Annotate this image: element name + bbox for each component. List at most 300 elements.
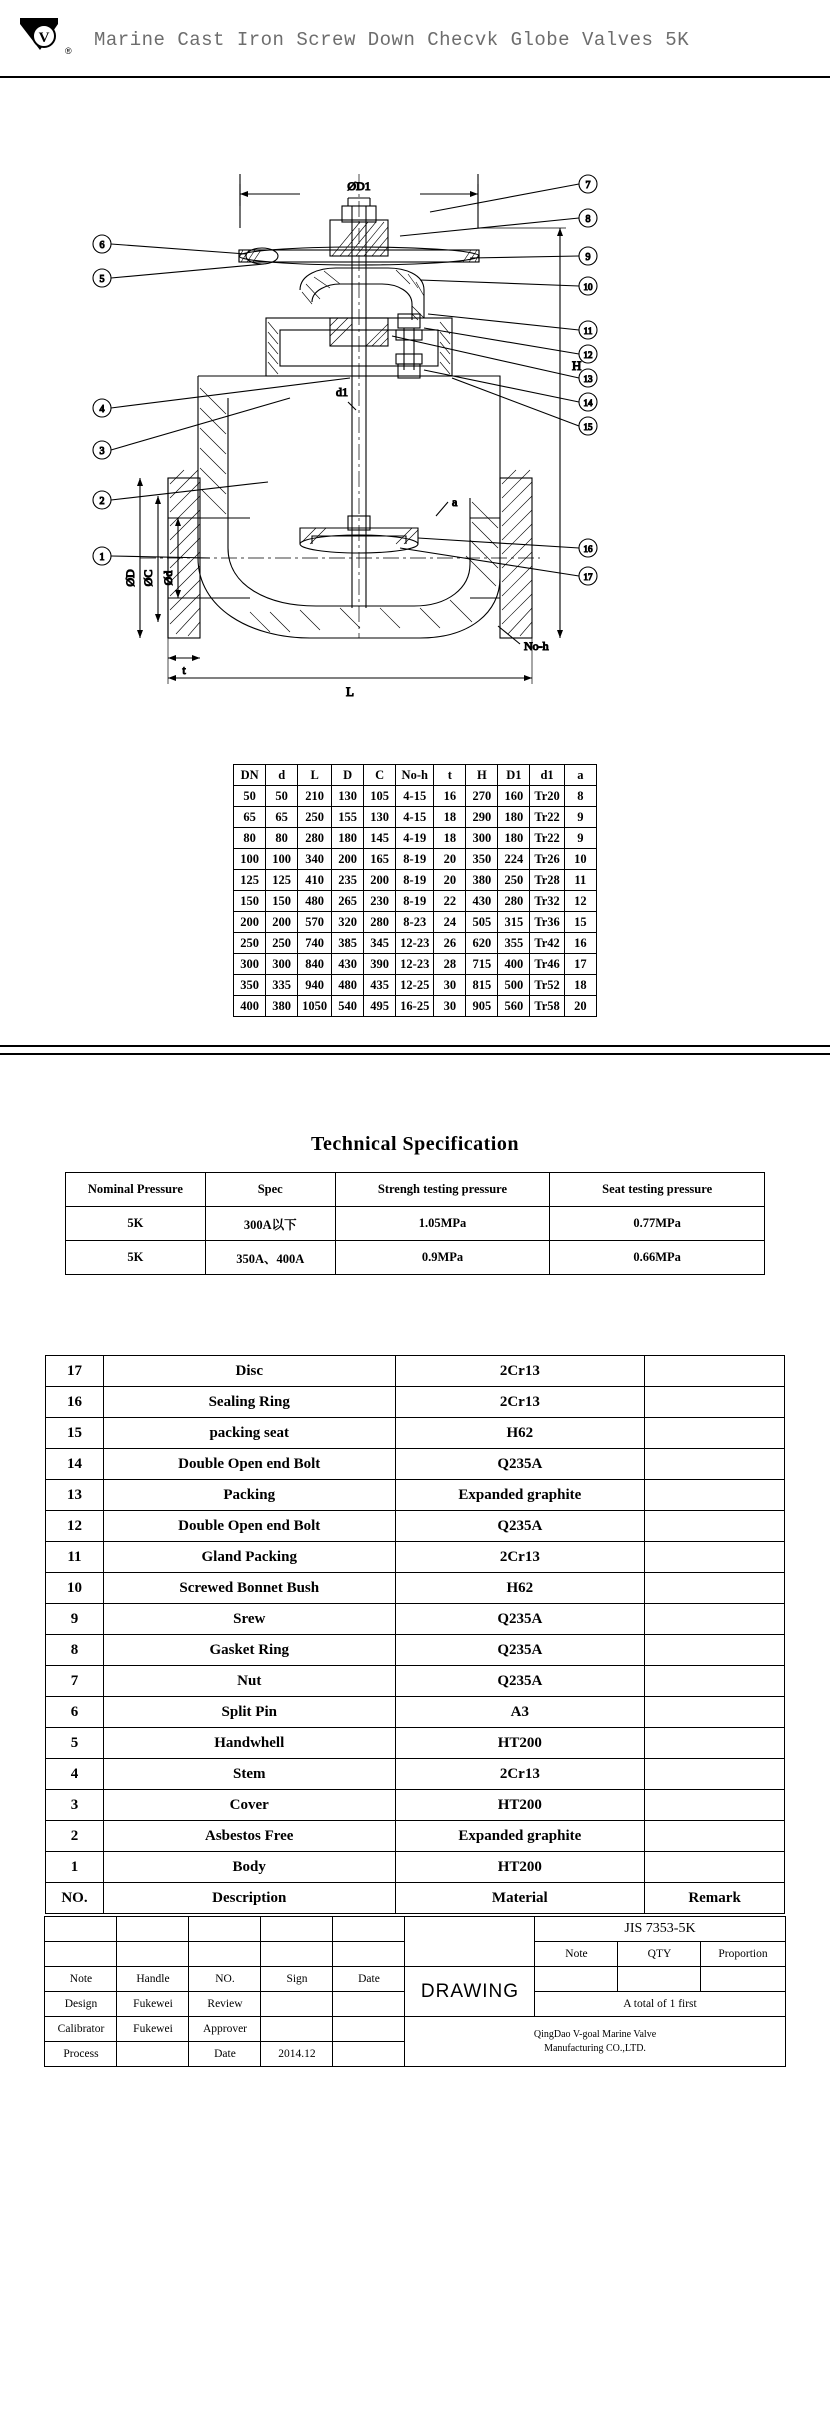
dim-cell: 250 <box>498 870 530 891</box>
tb-label-approver: Approver <box>189 2017 261 2042</box>
dim-cell: 345 <box>364 933 396 954</box>
bom-remark <box>645 1852 785 1883</box>
tb-blank-cell <box>405 1917 535 1967</box>
dim-cell: Tr22 <box>530 807 564 828</box>
dim-cell: 715 <box>466 954 498 975</box>
page-title: Marine Cast Iron Screw Down Checvk Globe Valves 5K <box>94 29 690 51</box>
dim-cell: 940 <box>298 975 332 996</box>
title-block-container <box>0 1916 830 2067</box>
svg-text:8: 8 <box>585 214 591 225</box>
table-row <box>46 1697 785 1728</box>
svg-text:17: 17 <box>583 572 593 582</box>
dim-cell: 150 <box>234 891 266 912</box>
tb-right-blank <box>618 1967 701 1992</box>
bom-description: Packing <box>103 1480 395 1511</box>
dim-cell: 300 <box>234 954 266 975</box>
bom-remark <box>645 1666 785 1697</box>
tb-right-blank <box>535 1967 618 1992</box>
dim-cell: 570 <box>298 912 332 933</box>
dim-cell: 24 <box>434 912 466 933</box>
tb-col-no: NO. <box>189 1967 261 1992</box>
dim-cell: 250 <box>298 807 332 828</box>
svg-text:12: 12 <box>583 350 593 360</box>
title-block-row-headers <box>45 1967 785 1992</box>
bom-description: Double Open end Bolt <box>103 1511 395 1542</box>
bom-remark <box>645 1604 785 1635</box>
dim-cell: Tr28 <box>530 870 564 891</box>
table-row <box>46 1666 785 1697</box>
svg-text:No-h: No-h <box>524 639 549 653</box>
dim-cell: 65 <box>234 807 266 828</box>
dim-cell: 125 <box>234 870 266 891</box>
tb-col-sign: Sign <box>261 1967 333 1992</box>
tb-col-handle: Handle <box>117 1967 189 1992</box>
bom-table <box>45 1355 785 1914</box>
dim-cell: 905 <box>466 996 498 1017</box>
table-row <box>234 996 597 1017</box>
dim-cell: 350 <box>234 975 266 996</box>
tb-value-date: 2014.12 <box>261 2042 333 2067</box>
dim-cell: Tr32 <box>530 891 564 912</box>
svg-text:ØD: ØD <box>123 569 137 587</box>
tb-blank-cell <box>45 1917 117 1942</box>
table-row <box>46 1356 785 1387</box>
dim-col-c: C <box>364 765 396 786</box>
dim-cell: 620 <box>466 933 498 954</box>
bom-material: 2Cr13 <box>395 1387 645 1418</box>
dim-col-t: t <box>434 765 466 786</box>
tech-cell: 300A以下 <box>205 1207 335 1241</box>
bom-footer-remark: Remark <box>645 1883 785 1914</box>
table-row <box>234 933 597 954</box>
dim-cell: 390 <box>364 954 396 975</box>
bom-material: H62 <box>395 1573 645 1604</box>
dim-cell: 180 <box>498 807 530 828</box>
tb-value-review <box>261 1992 333 2017</box>
dim-cell: 18 <box>434 807 466 828</box>
bom-remark <box>645 1728 785 1759</box>
svg-text:V: V <box>38 30 50 46</box>
dim-col-a: a <box>564 765 596 786</box>
table-row <box>234 954 597 975</box>
bom-no: 1 <box>46 1852 104 1883</box>
company-logo <box>18 16 80 64</box>
dim-cell: 200 <box>332 849 364 870</box>
table-row <box>234 912 597 933</box>
bom-material: A3 <box>395 1697 645 1728</box>
dim-cell: 12-23 <box>396 954 434 975</box>
bom-description: Gasket Ring <box>103 1635 395 1666</box>
tech-cell: 350A、400A <box>205 1241 335 1275</box>
dim-cell: 250 <box>266 933 298 954</box>
tech-col-seat-pressure: Seat testing pressure <box>550 1173 765 1207</box>
technical-spec-title: Technical Specification <box>311 1133 519 1155</box>
bom-no: 2 <box>46 1821 104 1852</box>
dim-cell: 12 <box>564 891 596 912</box>
bom-remark <box>645 1542 785 1573</box>
dim-cell: 740 <box>298 933 332 954</box>
dim-cell: Tr46 <box>530 954 564 975</box>
bom-description: Handwhell <box>103 1728 395 1759</box>
dim-cell: 8-19 <box>396 849 434 870</box>
tb-value-design-name: Fukewei <box>117 1992 189 2017</box>
dim-cell: 30 <box>434 996 466 1017</box>
dim-col-h: H <box>466 765 498 786</box>
bom-no: 11 <box>46 1542 104 1573</box>
table-row <box>234 849 597 870</box>
table-row <box>66 1207 765 1241</box>
company-line-1: QingDao V-goal Marine Valve <box>533 2028 657 2040</box>
title-block-body <box>45 1917 785 2067</box>
dim-cell: 430 <box>466 891 498 912</box>
table-row <box>46 1418 785 1449</box>
valve-technical-drawing <box>0 78 830 758</box>
bom-no: 10 <box>46 1573 104 1604</box>
bom-material: 2Cr13 <box>395 1759 645 1790</box>
dim-cell: 540 <box>332 996 364 1017</box>
bom-no: 15 <box>46 1418 104 1449</box>
tb-blank-cell <box>333 1992 405 2017</box>
bom-remark <box>645 1418 785 1449</box>
dim-col-noh: No-h <box>396 765 434 786</box>
svg-text:14: 14 <box>583 398 593 408</box>
dim-cell: 200 <box>266 912 298 933</box>
bom-remark <box>645 1573 785 1604</box>
dim-cell: 300 <box>266 954 298 975</box>
bom-no: 5 <box>46 1728 104 1759</box>
dim-cell: 155 <box>332 807 364 828</box>
tb-blank-cell <box>261 1917 333 1942</box>
bom-description: Asbestos Free <box>103 1821 395 1852</box>
bom-description: Disc <box>103 1356 395 1387</box>
bom-material: Q235A <box>395 1666 645 1697</box>
dim-cell: 840 <box>298 954 332 975</box>
dim-col-dcap: D <box>332 765 364 786</box>
bom-footer-material: Material <box>395 1883 645 1914</box>
bom-no: 4 <box>46 1759 104 1790</box>
dim-cell: 200 <box>234 912 266 933</box>
table-row <box>46 1759 785 1790</box>
bom-material: Expanded graphite <box>395 1480 645 1511</box>
bom-material: HT200 <box>395 1728 645 1759</box>
tech-col-spec: Spec <box>205 1173 335 1207</box>
tb-value-process-name <box>117 2042 189 2067</box>
dim-cell: 400 <box>498 954 530 975</box>
bom-remark <box>645 1790 785 1821</box>
valve-drawing-svg <box>0 78 830 758</box>
table-row <box>46 1852 785 1883</box>
dim-cell: 9 <box>564 807 596 828</box>
dim-cell: 145 <box>364 828 396 849</box>
bom-footer-no: NO. <box>46 1883 104 1914</box>
bom-material: HT200 <box>395 1790 645 1821</box>
dim-cell: 9 <box>564 828 596 849</box>
table-row <box>46 1821 785 1852</box>
svg-text:a: a <box>452 495 458 509</box>
bom-no: 16 <box>46 1387 104 1418</box>
dim-cell: 16 <box>434 786 466 807</box>
title-block-table <box>44 1916 785 2067</box>
dim-cell: 10 <box>564 849 596 870</box>
dimension-table-body <box>234 786 597 1017</box>
bom-no: 14 <box>46 1449 104 1480</box>
bom-no: 3 <box>46 1790 104 1821</box>
dim-cell: 480 <box>298 891 332 912</box>
bom-description: Double Open end Bolt <box>103 1449 395 1480</box>
bom-remark <box>645 1449 785 1480</box>
dim-cell: 235 <box>332 870 364 891</box>
dim-cell: 12-25 <box>396 975 434 996</box>
bom-material: 2Cr13 <box>395 1356 645 1387</box>
dim-cell: Tr58 <box>530 996 564 1017</box>
drawing-word: DRAWING <box>405 1967 535 2017</box>
dim-cell: 20 <box>434 849 466 870</box>
dim-cell: 505 <box>466 912 498 933</box>
section-divider-top <box>0 1045 830 1047</box>
dim-cell: 495 <box>364 996 396 1017</box>
svg-text:d1: d1 <box>336 385 348 399</box>
bom-footer-row <box>46 1883 785 1914</box>
dim-cell: 180 <box>332 828 364 849</box>
dim-cell: 280 <box>364 912 396 933</box>
dim-cell: 560 <box>498 996 530 1017</box>
dim-cell: 30 <box>434 975 466 996</box>
dim-cell: 15 <box>564 912 596 933</box>
dim-cell: 280 <box>498 891 530 912</box>
tech-cell: 0.66MPa <box>550 1241 765 1275</box>
bom-description: Sealing Ring <box>103 1387 395 1418</box>
dim-cell: 26 <box>434 933 466 954</box>
dim-cell: 65 <box>266 807 298 828</box>
table-row <box>46 1387 785 1418</box>
bom-description: Gland Packing <box>103 1542 395 1573</box>
svg-text:3: 3 <box>99 446 105 457</box>
table-row <box>46 1728 785 1759</box>
tb-value-calibrator-name: Fukewei <box>117 2017 189 2042</box>
dim-cell: 22 <box>434 891 466 912</box>
bom-no: 6 <box>46 1697 104 1728</box>
svg-text:15: 15 <box>583 422 593 432</box>
title-block-row-calibrator <box>45 2017 785 2042</box>
tech-header-row <box>66 1173 765 1207</box>
dim-cell: 100 <box>234 849 266 870</box>
bom-description: Body <box>103 1852 395 1883</box>
dim-cell: 8-23 <box>396 912 434 933</box>
dim-cell: 12-23 <box>396 933 434 954</box>
svg-text:ØD1: ØD1 <box>347 179 371 193</box>
dim-cell: 280 <box>298 828 332 849</box>
svg-text:10: 10 <box>583 282 593 292</box>
table-row <box>234 786 597 807</box>
bom-body <box>46 1356 785 1914</box>
dim-cell: 80 <box>234 828 266 849</box>
dim-cell: 224 <box>498 849 530 870</box>
bom-no: 7 <box>46 1666 104 1697</box>
svg-text:7: 7 <box>585 180 591 191</box>
dim-cell: 355 <box>498 933 530 954</box>
dim-cell: 380 <box>466 870 498 891</box>
table-row <box>46 1635 785 1666</box>
tb-label-process: Process <box>45 2042 117 2067</box>
table-row <box>234 807 597 828</box>
bom-material: H62 <box>395 1418 645 1449</box>
svg-text:Ød: Ød <box>161 570 175 586</box>
svg-text:13: 13 <box>583 374 593 384</box>
dim-cell: 265 <box>332 891 364 912</box>
dim-cell: 300 <box>466 828 498 849</box>
dim-col-l: L <box>298 765 332 786</box>
dim-cell: 165 <box>364 849 396 870</box>
technical-spec-table <box>65 1172 765 1275</box>
dim-cell: 18 <box>434 828 466 849</box>
table-row <box>234 870 597 891</box>
dim-cell: 180 <box>498 828 530 849</box>
table-row <box>234 975 597 996</box>
svg-text:4: 4 <box>99 404 105 415</box>
dim-cell: 815 <box>466 975 498 996</box>
title-block-row-standard <box>45 1917 785 1942</box>
table-row <box>46 1790 785 1821</box>
tb-right-header-note: Note <box>535 1942 618 1967</box>
dim-cell: Tr42 <box>530 933 564 954</box>
tb-col-note: Note <box>45 1967 117 1992</box>
tb-blank-cell <box>333 1917 405 1942</box>
dim-cell: 80 <box>266 828 298 849</box>
tech-col-strength-pressure: Strengh testing pressure <box>335 1173 550 1207</box>
dim-cell: 125 <box>266 870 298 891</box>
bom-no: 8 <box>46 1635 104 1666</box>
dim-cell: 290 <box>466 807 498 828</box>
tech-cell: 5K <box>66 1241 206 1275</box>
dim-cell: Tr26 <box>530 849 564 870</box>
tb-value-approver <box>261 2017 333 2042</box>
svg-text:16: 16 <box>583 544 593 554</box>
svg-text:ØC: ØC <box>141 569 155 587</box>
dim-col-d: d <box>266 765 298 786</box>
dim-cell: 430 <box>332 954 364 975</box>
svg-text:t: t <box>182 663 186 677</box>
tb-blank-cell <box>261 1942 333 1967</box>
tb-label-design: Design <box>45 1992 117 2017</box>
bom-material: Q235A <box>395 1449 645 1480</box>
bom-remark <box>645 1356 785 1387</box>
dim-cell: 8-19 <box>396 891 434 912</box>
bom-material: HT200 <box>395 1852 645 1883</box>
section-divider-bottom <box>0 1053 830 1055</box>
dim-cell: Tr36 <box>530 912 564 933</box>
bom-description: Split Pin <box>103 1697 395 1728</box>
dim-cell: 385 <box>332 933 364 954</box>
bom-description: Stem <box>103 1759 395 1790</box>
tb-blank-cell <box>189 1942 261 1967</box>
dim-cell: 8 <box>564 786 596 807</box>
company-name <box>405 2017 785 2067</box>
bom-remark <box>645 1759 785 1790</box>
dim-cell: 200 <box>364 870 396 891</box>
dim-cell: 1050 <box>298 996 332 1017</box>
page-header <box>0 0 830 78</box>
table-row <box>234 891 597 912</box>
dim-cell: 4-15 <box>396 786 434 807</box>
dim-cell: Tr22 <box>530 828 564 849</box>
dim-cell: Tr20 <box>530 786 564 807</box>
tb-label-calibrator: Calibrator <box>45 2017 117 2042</box>
dimension-table <box>233 764 597 1017</box>
dim-cell: 17 <box>564 954 596 975</box>
tech-cell: 1.05MPa <box>335 1207 550 1241</box>
dim-cell: 500 <box>498 975 530 996</box>
tb-right-blank <box>701 1967 785 1992</box>
dim-cell: 400 <box>234 996 266 1017</box>
tb-right-header-qty: QTY <box>618 1942 701 1967</box>
tb-right-header-proportion: Proportion <box>701 1942 785 1967</box>
tb-blank-cell <box>333 2042 405 2067</box>
dim-cell: 350 <box>466 849 498 870</box>
tb-blank-cell <box>117 1917 189 1942</box>
dim-cell: 335 <box>266 975 298 996</box>
tech-cell: 5K <box>66 1207 206 1241</box>
dimension-table-header-row <box>234 765 597 786</box>
tb-label-review: Review <box>189 1992 261 2017</box>
tb-blank-cell <box>189 1917 261 1942</box>
bom-remark <box>645 1697 785 1728</box>
bom-description: Nut <box>103 1666 395 1697</box>
dim-cell: 250 <box>234 933 266 954</box>
table-row <box>234 828 597 849</box>
dim-cell: 20 <box>434 870 466 891</box>
bom-material: Q235A <box>395 1604 645 1635</box>
dim-col-d1small: d1 <box>530 765 564 786</box>
dim-cell: 380 <box>266 996 298 1017</box>
table-row <box>46 1604 785 1635</box>
logo-icon <box>18 16 80 64</box>
bom-description: Screwed Bonnet Bush <box>103 1573 395 1604</box>
tech-cell: 0.77MPa <box>550 1207 765 1241</box>
dim-cell: 210 <box>298 786 332 807</box>
dim-cell: Tr52 <box>530 975 564 996</box>
dim-cell: 340 <box>298 849 332 870</box>
dim-cell: 4-19 <box>396 828 434 849</box>
dim-cell: 480 <box>332 975 364 996</box>
dim-cell: 28 <box>434 954 466 975</box>
bom-footer-description: Description <box>103 1883 395 1914</box>
bom-no: 9 <box>46 1604 104 1635</box>
tb-col-date: Date <box>333 1967 405 1992</box>
dim-cell: 230 <box>364 891 396 912</box>
table-row <box>66 1241 765 1275</box>
bom-remark <box>645 1511 785 1542</box>
registered-mark: ® <box>65 46 72 56</box>
bom-no: 13 <box>46 1480 104 1511</box>
svg-text:L: L <box>346 684 354 699</box>
bom-material: Q235A <box>395 1511 645 1542</box>
dim-cell: 4-15 <box>396 807 434 828</box>
dim-cell: 315 <box>498 912 530 933</box>
table-row <box>46 1542 785 1573</box>
dim-cell: 50 <box>266 786 298 807</box>
company-line-2: Manufacturing CO.,LTD. <box>544 2042 646 2054</box>
dim-cell: 150 <box>266 891 298 912</box>
dim-cell: 50 <box>234 786 266 807</box>
tech-cell: 0.9MPa <box>335 1241 550 1275</box>
dim-cell: 105 <box>364 786 396 807</box>
dim-cell: 435 <box>364 975 396 996</box>
dim-cell: 410 <box>298 870 332 891</box>
svg-text:1: 1 <box>99 552 105 563</box>
bom-no: 12 <box>46 1511 104 1542</box>
dim-cell: 320 <box>332 912 364 933</box>
dim-col-d1: D1 <box>498 765 530 786</box>
